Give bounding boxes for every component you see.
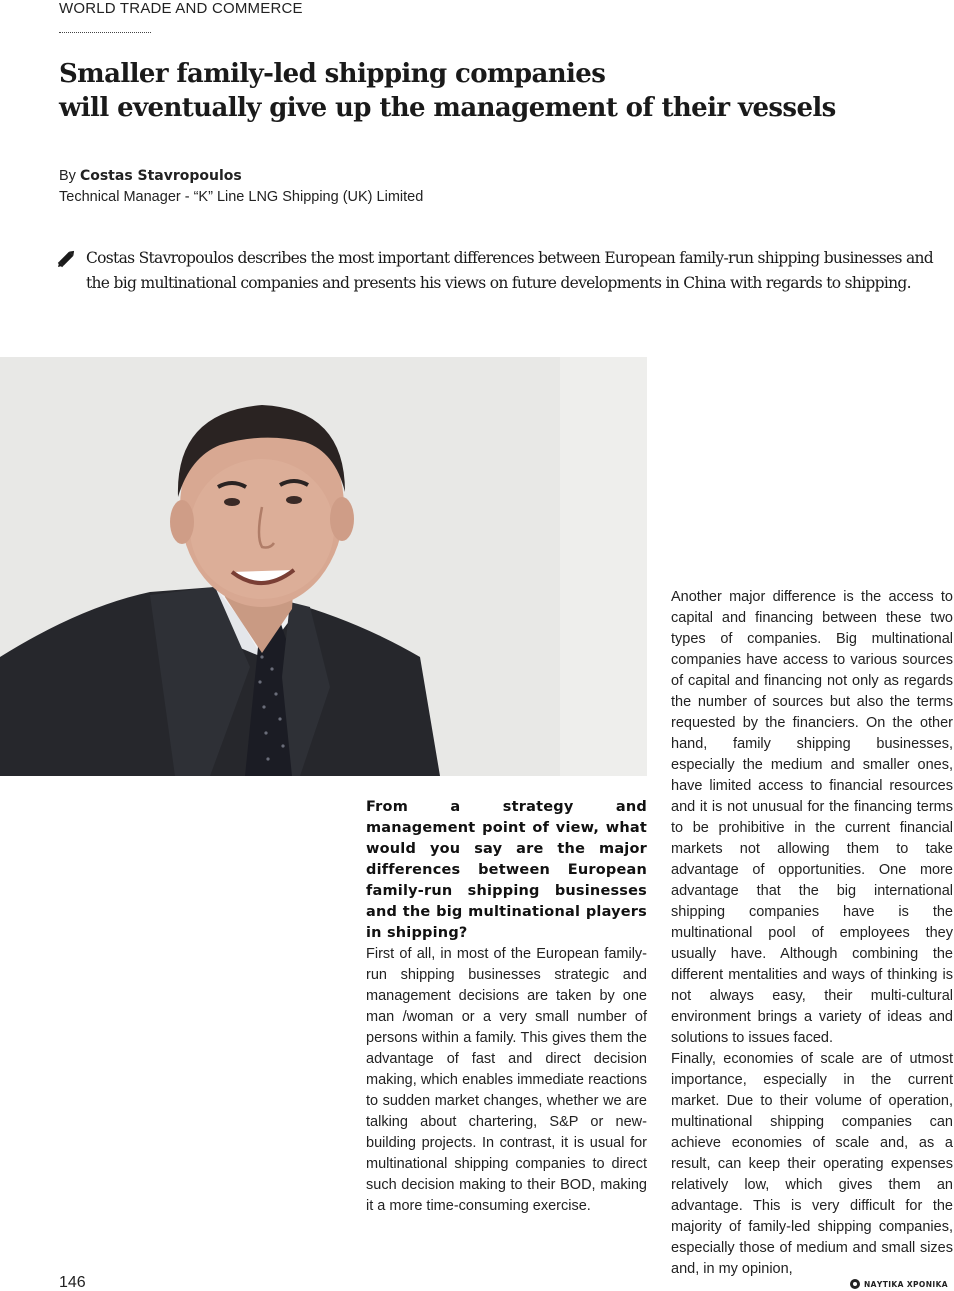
author-role: Technical Manager - “K” Line LNG Shipping (UK) Limited — [59, 189, 424, 205]
brand-logo-icon — [850, 1279, 860, 1289]
article-title-line-1: Smaller family-led shipping companies — [59, 59, 606, 89]
interview-question: From a strategy and management point of view, what would you say are the major differences between European family-run shipping businesses and the big multinational players in shipping? — [366, 799, 647, 941]
article-title-line-2: will eventually give up the management of their vessels — [59, 93, 836, 123]
page-number: 146 — [59, 1274, 86, 1291]
byline — [59, 168, 242, 184]
section-label: WORLD TRADE AND COMMERCE — [59, 0, 303, 17]
author-name: Costas Stavropoulos — [79, 168, 242, 184]
portrait-photo — [0, 357, 647, 776]
pen-icon — [56, 247, 78, 269]
article-title — [59, 57, 919, 125]
answer-paragraph: Another major difference is the access to capital and financing between these two types of companies. Big multinational companies have access to various sources of capital and financing not only as regards the number of sources but also the terms requested by the financiers. On the other hand, family shipping businesses, especially the medium and smaller ones, have limited access to financial resources and it is not unusual for the financing terms to be prohibitive in the current financial markets not allowing them to take advantage of opportunities. One more advantage that the big international shipping companies have is the multinational pool of employees they usually have. Although combining the different mentalities and ways of thinking is not always easy, their multi-cultural environment brings a variety of ideas and solutions to issues faced. — [671, 589, 953, 1046]
answer-column-right — [671, 587, 953, 1280]
answer-column-middle — [366, 944, 647, 1217]
footer-brand — [850, 1279, 948, 1289]
answer-paragraph: First of all, in most of the European family-run shipping businesses strategic and management decisions are taken by one man /woman or a very small number of persons within a family. This gives them the advantage of fast and direct decision making, which enables immediate reactions to sudden market changes, whether we are talking about chartering, S&P or new-building projects. In contrast, it is usual for multinational shipping companies to direct such decision making to their BOD, making it a more time-consuming exercise. — [366, 946, 647, 1214]
article-lead: Costas Stavropoulos describes the most important differences between European family-run shipping businesses and the big multinational companies and presents his views on future developments in China with regards to shipping. — [86, 249, 933, 292]
answer-paragraph: Finally, economies of scale are of utmost importance, especially in the current market. Due to their volume of operation, multinational shipping companies can achieve economies of scale and, as a result, can keep their operating expenses relatively low, which gives them an advantage. This is very difficult for the majority of family-led shipping companies, especially those of medium and small sizes and, in my opinion, — [671, 1051, 953, 1277]
byline-prefix: By — [59, 168, 76, 184]
brand-name: ΝΑΥΤΙΚΑ ΧΡΟΝΙΚΑ — [864, 1279, 948, 1289]
section-divider — [59, 32, 151, 33]
